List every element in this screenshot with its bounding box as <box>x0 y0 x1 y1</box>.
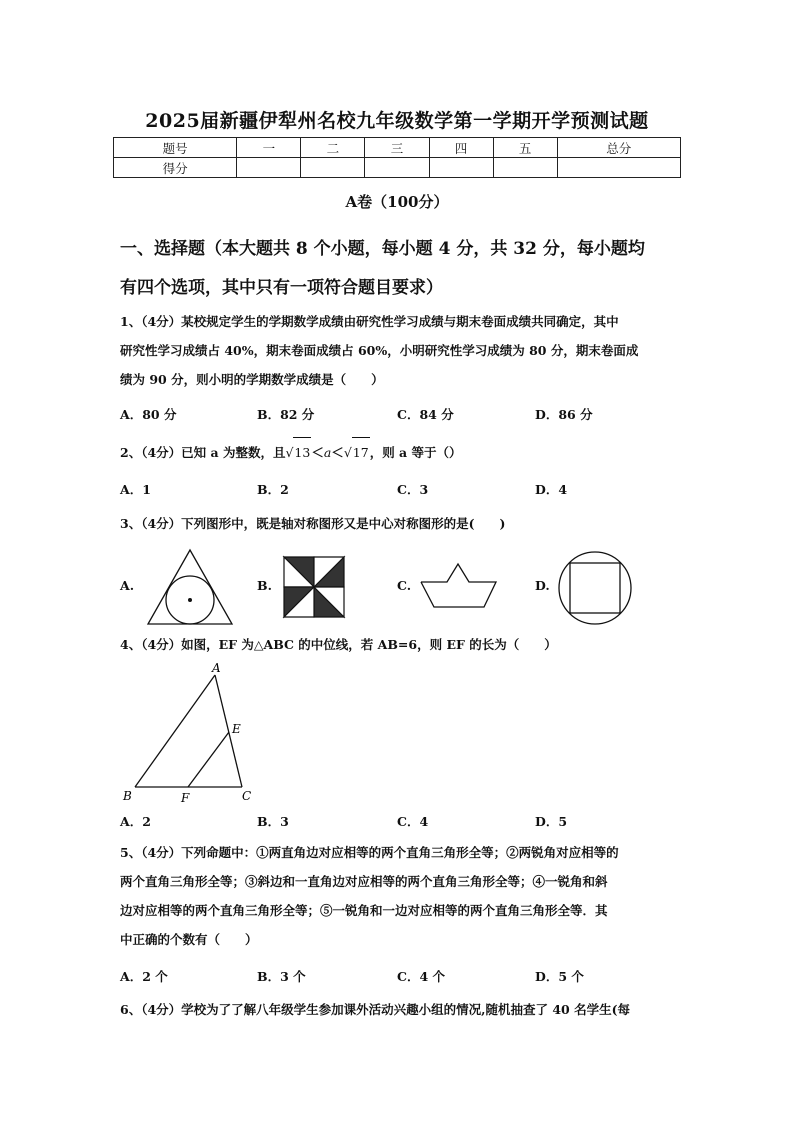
less-than-sign: ＜ <box>311 445 324 460</box>
question-2-prefix: 2、（4分）已知 a 为整数，且 <box>120 445 286 460</box>
score-cell <box>493 158 557 178</box>
question-4: 4、（4分）如图，EF 为△ABC 的中位线，若 AB=6，则 EF 的长为（ ） <box>120 637 557 652</box>
q2-option-c: C．3 <box>397 482 429 497</box>
q5-option-d: D．5 个 <box>535 969 584 984</box>
triangle-incircle-figure <box>145 548 235 628</box>
page-title: 2025届新疆伊犁州名校九年级数学第一学期开学预测试题 <box>145 110 649 132</box>
q2-option-d: D．4 <box>535 482 568 497</box>
volume-heading: A卷（100分） <box>345 193 449 211</box>
q1-option-c: C．84 分 <box>397 407 454 422</box>
label-a: A <box>212 661 221 675</box>
question-5-line: 两个直角三角形全等；③斜边和一直角边对应相等的两个直角三角形全等；④一锐角和斜 <box>120 874 608 889</box>
triangle-abc-figure <box>118 660 268 808</box>
score-cell <box>365 158 429 178</box>
score-table-header-cell: 题号 <box>114 138 237 158</box>
q4-option-b: B．3 <box>257 814 289 829</box>
q4-option-c: C．4 <box>397 814 429 829</box>
boat-shape <box>421 564 496 607</box>
question-5 <box>120 838 685 954</box>
question-1 <box>120 307 685 394</box>
q1-option-b: B．82 分 <box>257 407 315 422</box>
section-heading <box>120 230 690 308</box>
square-in-circle-figure <box>557 550 633 626</box>
question-2 <box>120 437 685 467</box>
label-f: F <box>181 791 190 805</box>
question-5-line: 边对应相等的两个直角三角形全等；⑤一锐角和一边对应相等的两个直角三角形全等．其 <box>120 903 608 918</box>
question-5-line: 5、（4分）下列命题中：①两直角边对应相等的两个直角三角形全等；②两锐角对应相等的 <box>120 845 619 860</box>
score-table-header-cell: 五 <box>493 138 557 158</box>
boat-figure <box>420 562 498 610</box>
q3-option-b-label: B. <box>257 578 272 593</box>
segment-ab <box>135 675 215 787</box>
q3-option-c-label: C. <box>397 578 412 593</box>
q4-option-a: A．2 <box>120 814 151 829</box>
pinwheel-figure <box>283 556 345 618</box>
label-c: C <box>242 789 252 803</box>
inscribed-square-shape <box>570 563 620 613</box>
score-cell <box>301 158 365 178</box>
score-table-row-label: 得分 <box>114 158 237 178</box>
q1-option-a: A．80 分 <box>120 407 177 422</box>
midline-ef <box>188 732 229 787</box>
score-cell <box>557 158 680 178</box>
less-than-sign: ＜ <box>331 445 344 460</box>
score-cell <box>237 158 301 178</box>
q1-option-d: D．86 分 <box>535 407 593 422</box>
question-1-line: 绩为 90 分，则小明的学期数学成绩是（ ） <box>120 372 384 387</box>
radicand-1: 13 <box>293 437 311 467</box>
variable-a: a <box>323 445 332 460</box>
question-1-line: 研究性学习成绩占 40%，期末卷面成绩占 60%，小明研究性学习成绩为 80 分，期末卷面成 <box>120 343 639 358</box>
q4-option-d: D．5 <box>535 814 568 829</box>
question-6-line: 6、（4分）学校为了了解八年级学生参加课外活动兴趣小组的情况,随机抽查了 40 名学生(每 <box>120 1002 631 1017</box>
question-5-line: 中正确的个数有（ ） <box>120 932 258 947</box>
score-cell <box>429 158 493 178</box>
score-table-header-cell: 四 <box>429 138 493 158</box>
label-e: E <box>232 722 241 736</box>
q3-option-a-label: A. <box>120 578 135 593</box>
triangle-shape <box>148 550 232 624</box>
score-table <box>113 137 681 178</box>
sqrt-sign-icon: √ <box>343 445 352 460</box>
radicand-2: 17 <box>352 437 370 467</box>
q5-option-a: A．2 个 <box>120 969 168 984</box>
question-1-line: 1、（4分）某校规定学生的学期数学成绩由研究性学习成绩与期末卷面成绩共同确定，其中 <box>120 314 619 329</box>
section-heading-line: 一、选择题（本大题共 8 个小题，每小题 4 分，共 32 分，每小题均 <box>120 239 645 259</box>
score-table-score-row <box>114 158 681 178</box>
center-dot <box>188 598 192 602</box>
q5-option-c: C．4 个 <box>397 969 445 984</box>
section-heading-line: 有四个选项，其中只有一项符合题目要求） <box>120 278 443 298</box>
score-table-header-cell: 总分 <box>557 138 680 158</box>
q2-option-b: B．2 <box>257 482 289 497</box>
q3-option-d-label: D. <box>535 578 550 593</box>
question-6 <box>120 995 685 1024</box>
question-3: 3、（4分）下列图形中，既是轴对称图形又是中心对称图形的是( ) <box>120 516 506 531</box>
score-table-header-cell: 一 <box>237 138 301 158</box>
q2-option-a: A．1 <box>120 482 151 497</box>
q5-option-b: B．3 个 <box>257 969 306 984</box>
label-b: B <box>123 789 132 803</box>
score-table-header-row <box>114 138 681 158</box>
score-table-header-cell: 三 <box>365 138 429 158</box>
score-table-header-cell: 二 <box>301 138 365 158</box>
sqrt-sign-icon: √ <box>285 445 294 460</box>
question-2-suffix: ，则 a 等于（） <box>369 445 462 460</box>
